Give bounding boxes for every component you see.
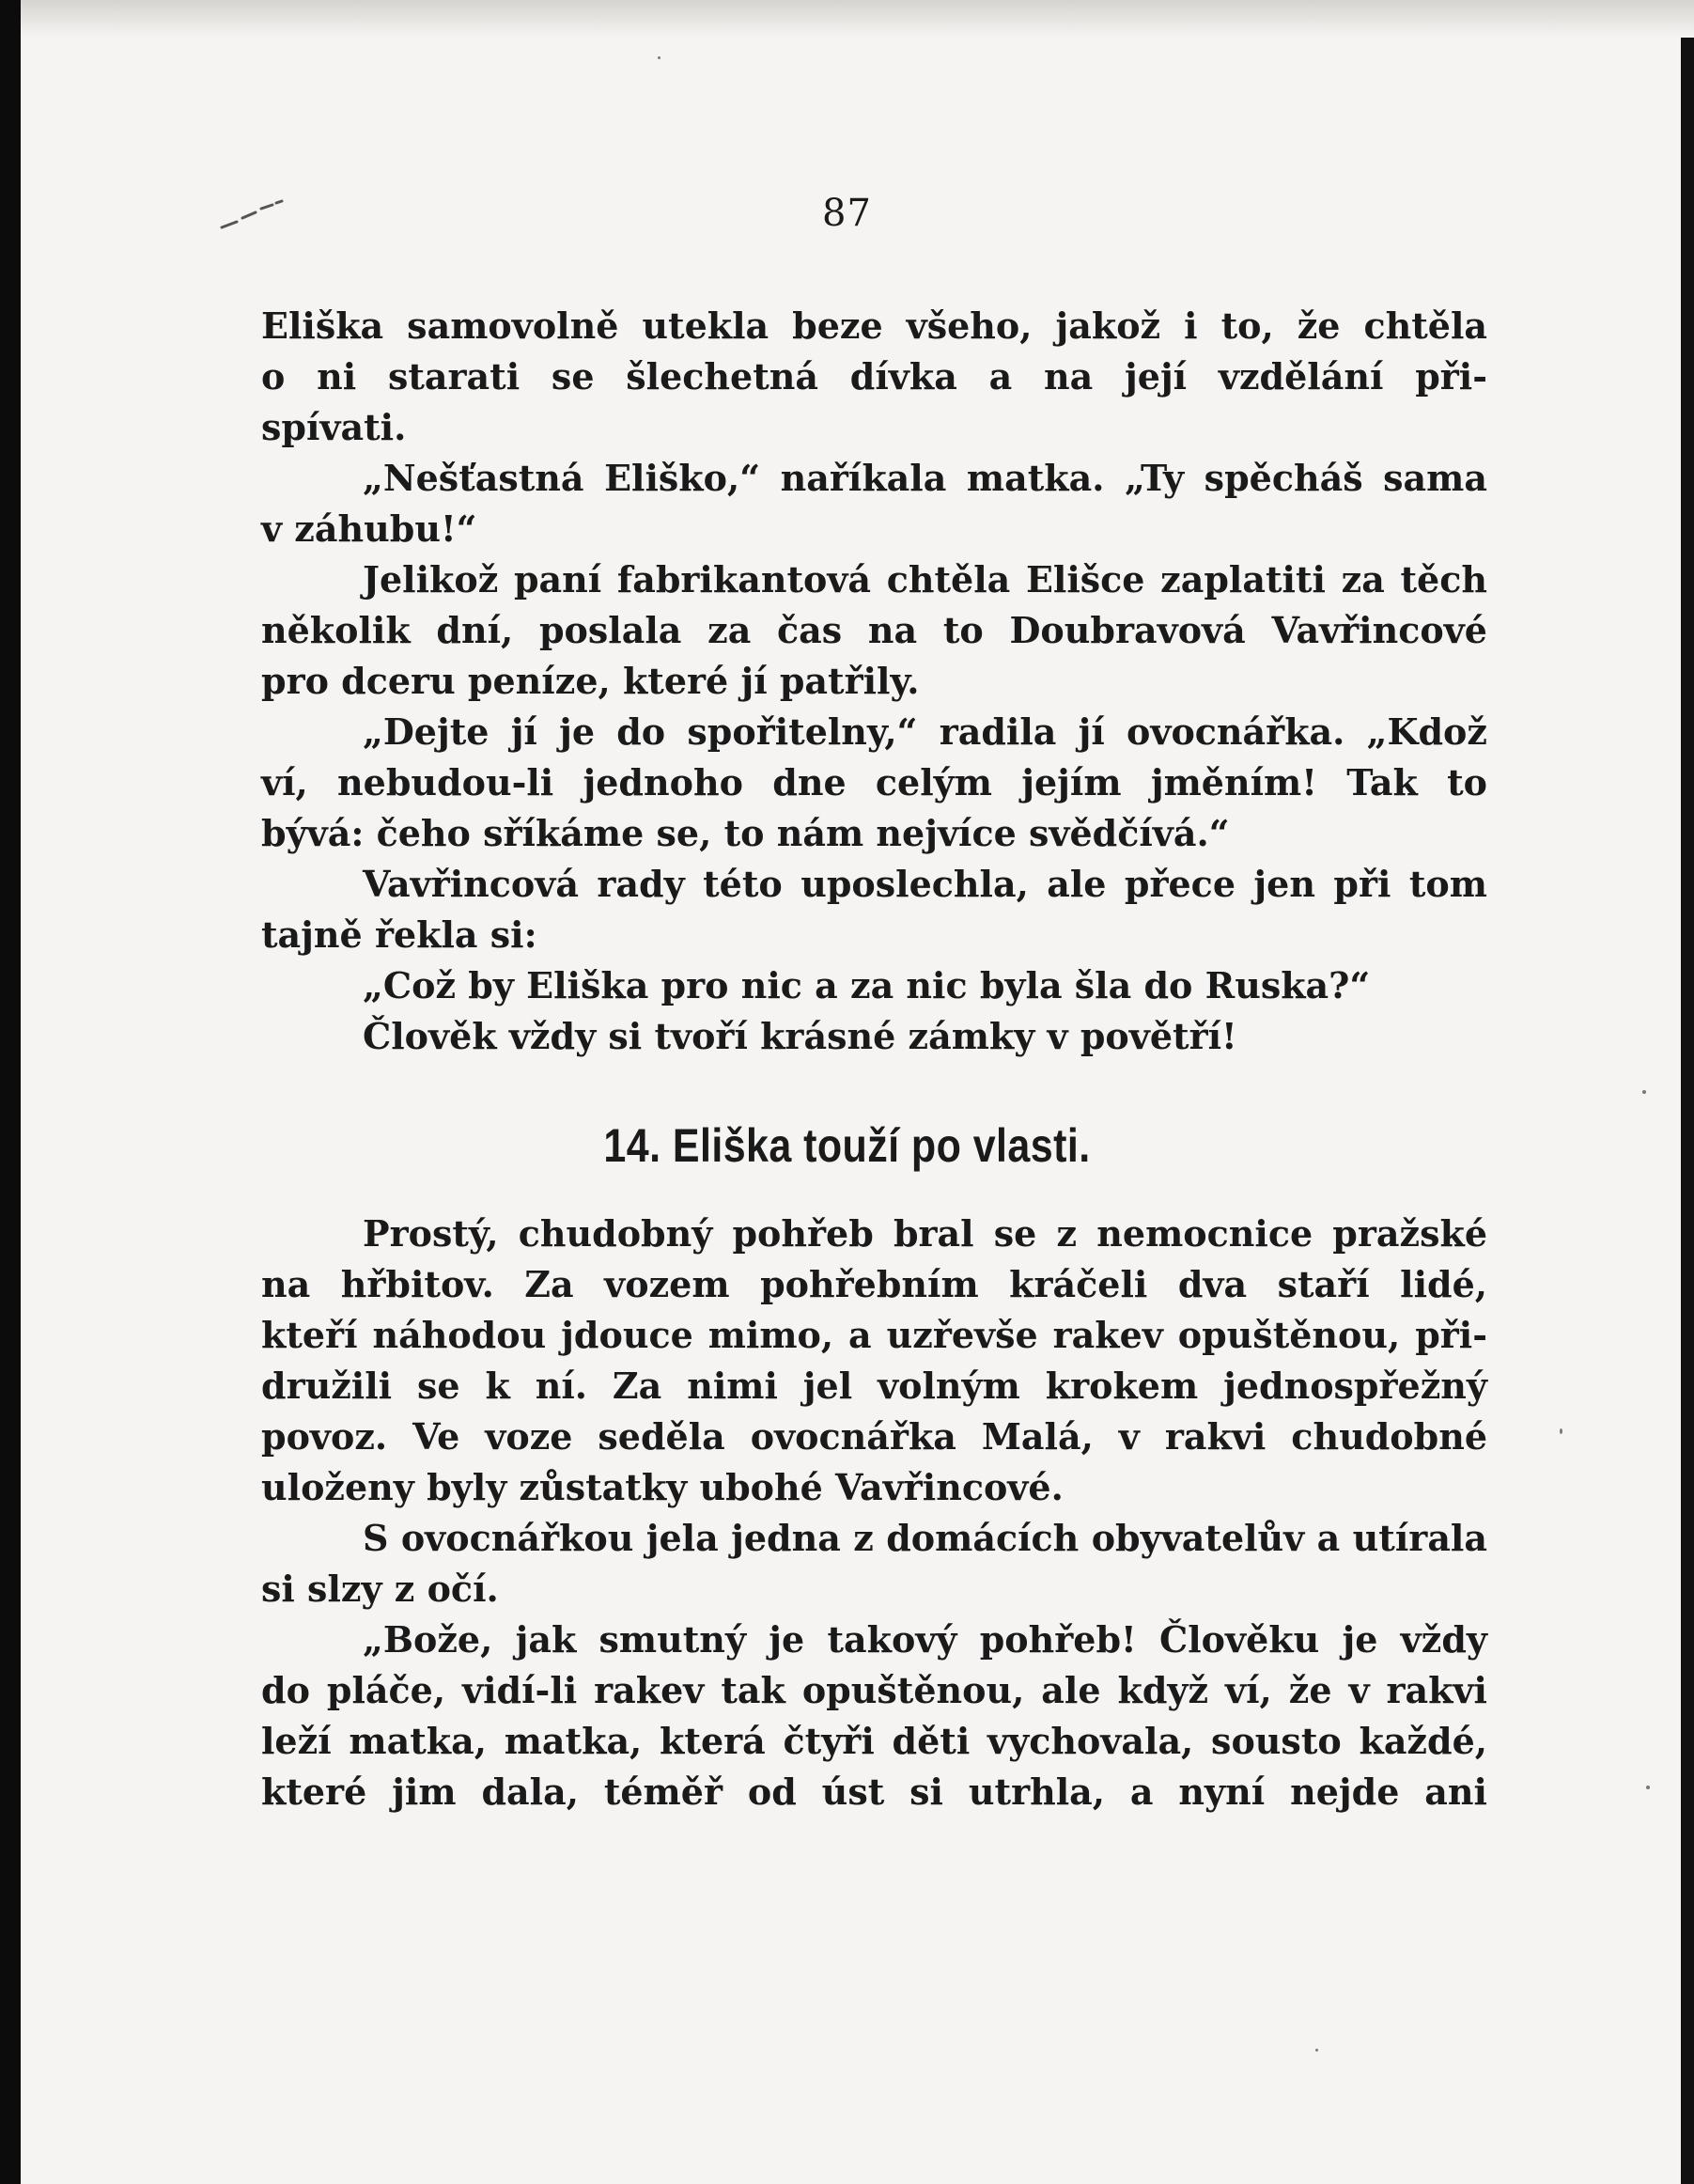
scan-speck [658,56,661,59]
text-line: leží matka, matka, která čtyři děti vychovala, sousto každé, [261,1720,1487,1762]
scan-speck [1642,1090,1646,1094]
text-line: povoz. Ve voze seděla ovocnářka Malá, v rakvi chudobné [261,1415,1487,1458]
text-line: „Což by Eliška pro nic a za nic byla šla do Ruska?“ [363,964,1371,1006]
text-line: bývá: čeho sříkáme se, to nám nejvíce svědčívá.“ [261,812,1230,854]
text-line: Vavřincová rady této uposlechla, ale přece jen při tom [363,863,1487,905]
paragraph-block-1 [261,301,1487,1062]
text-line: v záhubu!“ [261,507,477,550]
text-line: několik dní, poslala za čas na to Doubravová Vavřincové [261,609,1487,651]
text-line: „Dejte jí je do spořitelny,“ radila jí ovocnářka. „Kdož [363,710,1487,753]
paragraph-block-2 [261,1209,1487,1817]
text-line: spívati. [261,406,407,448]
text-line: „Bože, jak smutný je takový pohřeb! Člověku je vždy [363,1618,1487,1661]
text-line: Člověk vždy si tvoří krásné zámky v povětří! [363,1015,1237,1057]
scan-speck [1646,1786,1650,1789]
scan-top-edge [21,0,1694,38]
text-line: „Nešťastná Eliško,“ naříkala matka. „Ty spěcháš sama [363,457,1487,499]
text-line: uloženy byly zůstatky ubohé Vavřincové. [261,1466,1064,1508]
text-line: tajně řekla si: [261,913,537,956]
scan-speck [1560,1428,1562,1434]
text-line: o ni starati se šlechetná dívka a na její vzdělání při- [261,355,1487,398]
text-line: které jim dala, téměř od úst si utrhla, a nyní nejde ani [261,1771,1487,1813]
text-line: kteří náhodou jdouce mimo, a uzřevše rakev opuštěnou, při- [261,1314,1487,1356]
text-line: do pláče, vidí-li rakev tak opuštěnou, ale když ví, že v rakvi [261,1669,1487,1711]
scan-left-edge [0,0,21,2184]
text-line: si slzy z očí. [261,1568,499,1610]
page-number: 87 [822,192,872,235]
text-line: Prostý, chudobný pohřeb bral se z nemocnice pražské [363,1212,1487,1255]
text-line: na hřbitov. Za vozem pohřebním kráčeli dva staří lidé, [261,1263,1487,1305]
scan-right-edge [1681,38,1694,2184]
text-line: ví, nebudou-li jednoho dne celým jejím jměním! Tak to [261,761,1487,803]
text-line: S ovocnářkou jela jedna z domácích obyvatelův a utírala [363,1517,1487,1559]
chapter-heading: 14. Eliška touží po vlasti. [603,1119,1091,1172]
text-line: pro dceru peníze, které jí patřily. [261,660,920,702]
text-line: družili se k ní. Za nimi jel volným krokem jednospřežný [261,1365,1487,1407]
text-line: Jelikož paní fabrikantová chtěla Elišce zaplatiti za těch [363,558,1487,601]
scan-speck [1315,2049,1318,2051]
text-line: Eliška samovolně utekla beze všeho, jakož i to, že chtěla [261,304,1487,347]
